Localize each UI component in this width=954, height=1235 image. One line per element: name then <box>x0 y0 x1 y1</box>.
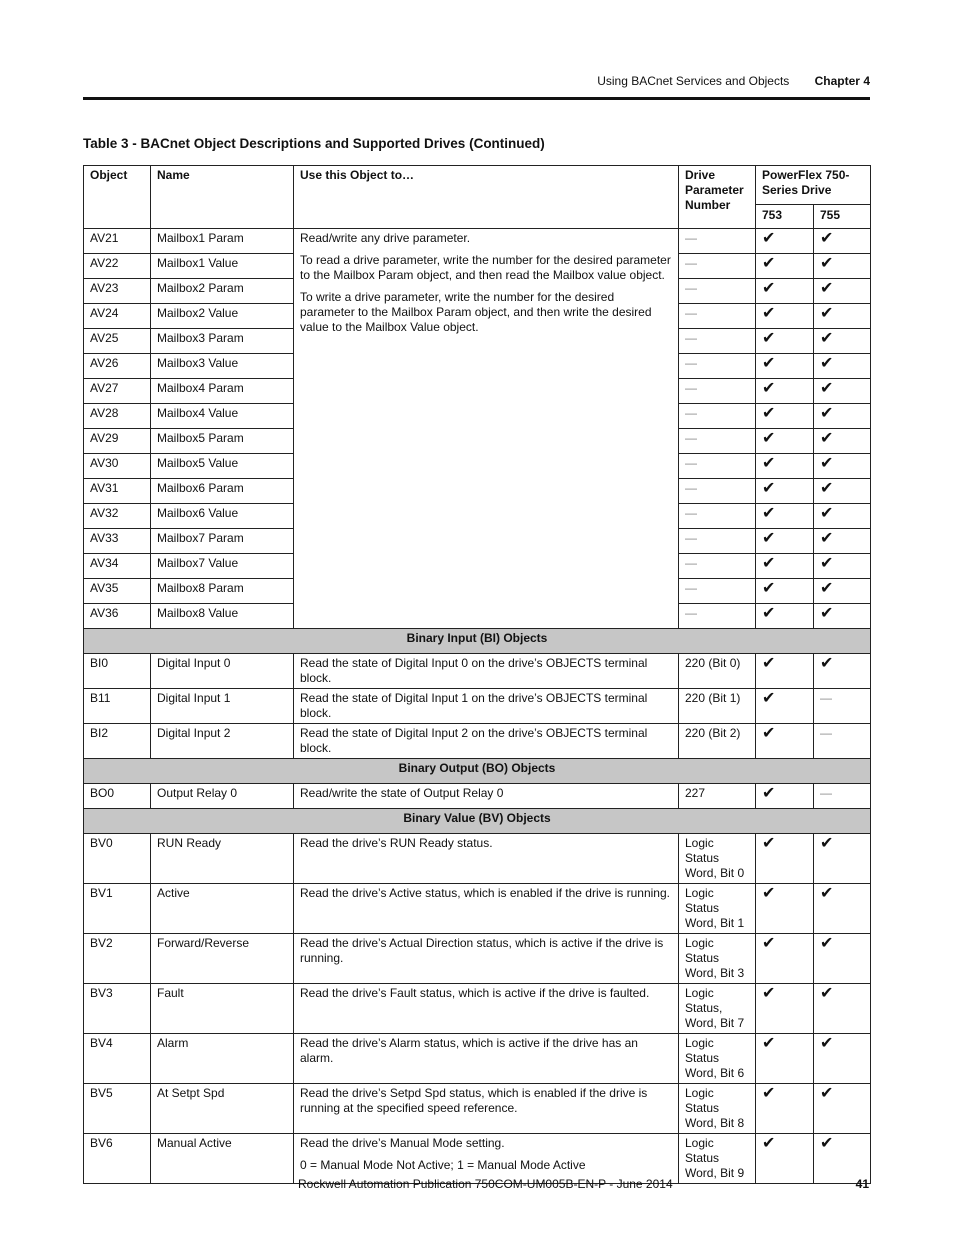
support-753-cell: ✔ <box>756 1034 814 1084</box>
support-755-cell: ✔ <box>814 529 871 554</box>
table-row <box>84 884 871 934</box>
name-cell: Mailbox4 Value <box>151 404 294 429</box>
support-755-cell: ✔ <box>814 354 871 379</box>
support-755-cell: — <box>814 689 871 724</box>
support-753-cell: ✔ <box>756 279 814 304</box>
param-cell: — <box>679 379 756 404</box>
object-cell: AV32 <box>84 504 151 529</box>
use-cell: Read the drive’s Fault status, which is active if the drive is faulted. <box>294 984 679 1034</box>
support-755-cell: — <box>814 784 871 809</box>
support-753-cell: ✔ <box>756 689 814 724</box>
support-753-cell: ✔ <box>756 429 814 454</box>
param-cell: — <box>679 304 756 329</box>
col-header-753: 753 <box>756 205 814 229</box>
object-cell: BO0 <box>84 784 151 809</box>
object-cell: BV5 <box>84 1084 151 1134</box>
table-row <box>84 934 871 984</box>
header-section-title: Using BACnet Services and Objects <box>597 74 790 88</box>
col-header-name: Name <box>151 166 294 229</box>
support-755-cell: ✔ <box>814 984 871 1034</box>
param-cell: 220 (Bit 0) <box>679 654 756 689</box>
support-755-cell: ✔ <box>814 329 871 354</box>
param-cell: — <box>679 354 756 379</box>
object-cell: AV31 <box>84 479 151 504</box>
support-753-cell: ✔ <box>756 379 814 404</box>
support-753-cell: ✔ <box>756 354 814 379</box>
use-paragraph: Read the drive’s Manual Mode setting. <box>300 1136 505 1150</box>
support-753-cell: ✔ <box>756 604 814 629</box>
name-cell: Output Relay 0 <box>151 784 294 809</box>
name-cell: Digital Input 0 <box>151 654 294 689</box>
section-binary-input <box>84 629 871 654</box>
support-755-cell: ✔ <box>814 404 871 429</box>
support-753-cell: ✔ <box>756 504 814 529</box>
object-cell: BI0 <box>84 654 151 689</box>
use-cell: Read/write the state of Output Relay 0 <box>294 784 679 809</box>
param-cell: Logic Status Word, Bit 8 <box>679 1084 756 1134</box>
support-755-cell: ✔ <box>814 279 871 304</box>
param-cell: — <box>679 229 756 254</box>
col-header-drive-group: PowerFlex 750-Series Drive <box>756 166 871 205</box>
col-header-object: Object <box>84 166 151 229</box>
param-cell: — <box>679 429 756 454</box>
name-cell: Digital Input 2 <box>151 724 294 759</box>
param-cell: 220 (Bit 2) <box>679 724 756 759</box>
use-cell: Read the drive’s RUN Ready status. <box>294 834 679 884</box>
support-753-cell: ✔ <box>756 934 814 984</box>
support-753-cell: ✔ <box>756 529 814 554</box>
col-header-755: 755 <box>814 205 871 229</box>
param-cell: Logic Status Word, Bit 6 <box>679 1034 756 1084</box>
object-cell: AV23 <box>84 279 151 304</box>
support-753-cell: ✔ <box>756 1134 814 1184</box>
support-755-cell: ✔ <box>814 579 871 604</box>
support-753-cell: ✔ <box>756 329 814 354</box>
name-cell: Digital Input 1 <box>151 689 294 724</box>
name-cell: Mailbox2 Param <box>151 279 294 304</box>
name-cell: Mailbox6 Value <box>151 504 294 529</box>
support-755-cell: ✔ <box>814 254 871 279</box>
object-cell: AV28 <box>84 404 151 429</box>
name-cell: Mailbox3 Param <box>151 329 294 354</box>
support-755-cell: ✔ <box>814 1034 871 1084</box>
param-cell: — <box>679 254 756 279</box>
object-cell: BV2 <box>84 934 151 984</box>
object-cell: AV26 <box>84 354 151 379</box>
name-cell: Mailbox3 Value <box>151 354 294 379</box>
support-753-cell: ✔ <box>756 229 814 254</box>
use-cell: Read the drive’s Active status, which is enabled if the drive is running. <box>294 884 679 934</box>
name-cell: Manual Active <box>151 1134 294 1184</box>
support-753-cell: ✔ <box>756 554 814 579</box>
object-cell: AV34 <box>84 554 151 579</box>
use-paragraph: To write a drive parameter, write the number for the desired parameter to the Mailbox Param object, and then write the desired value to the Mailbox Value object. <box>300 290 652 334</box>
use-cell: Read the drive’s Actual Direction status, which is active if the drive is running. <box>294 934 679 984</box>
header-chapter: Chapter 4 <box>814 74 870 88</box>
table-row <box>84 784 871 809</box>
name-cell: At Setpt Spd <box>151 1084 294 1134</box>
table-row <box>84 654 871 689</box>
param-cell: 220 (Bit 1) <box>679 689 756 724</box>
support-753-cell: ✔ <box>756 1084 814 1134</box>
name-cell: Mailbox2 Value <box>151 304 294 329</box>
param-cell: — <box>679 404 756 429</box>
name-cell: Mailbox1 Param <box>151 229 294 254</box>
support-753-cell: ✔ <box>756 579 814 604</box>
support-755-cell: ✔ <box>814 379 871 404</box>
name-cell: Forward/Reverse <box>151 934 294 984</box>
table-title: Table 3 - BACnet Object Descriptions and Supported Drives (Continued) <box>83 136 545 151</box>
support-755-cell: ✔ <box>814 479 871 504</box>
support-753-cell: ✔ <box>756 654 814 689</box>
table-row <box>84 724 871 759</box>
support-755-cell: ✔ <box>814 604 871 629</box>
section-heading: Binary Value (BV) Objects <box>84 809 871 834</box>
object-cell: AV30 <box>84 454 151 479</box>
object-cell: BV4 <box>84 1034 151 1084</box>
object-cell: BV0 <box>84 834 151 884</box>
object-cell: AV22 <box>84 254 151 279</box>
param-cell: — <box>679 279 756 304</box>
object-cell: BV3 <box>84 984 151 1034</box>
support-753-cell: ✔ <box>756 784 814 809</box>
object-cell: BV1 <box>84 884 151 934</box>
use-cell <box>294 1134 679 1184</box>
table-row <box>84 1084 871 1134</box>
footer-publication: Rockwell Automation Publication 750COM-UM005B-EN-P - June 2014 <box>298 1177 673 1191</box>
name-cell: Mailbox4 Param <box>151 379 294 404</box>
section-heading: Binary Input (BI) Objects <box>84 629 871 654</box>
support-755-cell: ✔ <box>814 834 871 884</box>
name-cell: RUN Ready <box>151 834 294 884</box>
object-cell: AV35 <box>84 579 151 604</box>
param-cell: — <box>679 504 756 529</box>
table-row <box>84 984 871 1034</box>
param-cell: 227 <box>679 784 756 809</box>
support-753-cell: ✔ <box>756 479 814 504</box>
page-number: 41 <box>855 1177 869 1191</box>
table-row <box>84 834 871 884</box>
support-755-cell: ✔ <box>814 229 871 254</box>
support-755-cell: ✔ <box>814 654 871 689</box>
object-cell: BV6 <box>84 1134 151 1184</box>
support-753-cell: ✔ <box>756 404 814 429</box>
table-row <box>84 229 871 254</box>
name-cell: Mailbox5 Param <box>151 429 294 454</box>
support-755-cell: ✔ <box>814 304 871 329</box>
bacnet-object-table <box>83 165 871 1184</box>
object-cell: AV21 <box>84 229 151 254</box>
name-cell: Mailbox6 Param <box>151 479 294 504</box>
param-cell: — <box>679 529 756 554</box>
col-header-param: Drive Parameter Number <box>679 166 756 229</box>
use-cell <box>294 229 679 629</box>
table-body <box>84 229 871 1184</box>
object-cell: AV24 <box>84 304 151 329</box>
param-cell: Logic Status Word, Bit 3 <box>679 934 756 984</box>
support-755-cell: ✔ <box>814 429 871 454</box>
param-cell: — <box>679 604 756 629</box>
support-755-cell: ✔ <box>814 1084 871 1134</box>
support-753-cell: ✔ <box>756 454 814 479</box>
param-cell: — <box>679 479 756 504</box>
object-cell: AV33 <box>84 529 151 554</box>
support-755-cell: ✔ <box>814 884 871 934</box>
table-row <box>84 1034 871 1084</box>
name-cell: Mailbox7 Value <box>151 554 294 579</box>
support-755-cell: ✔ <box>814 504 871 529</box>
use-cell: Read the drive’s Alarm status, which is active if the drive has an alarm. <box>294 1034 679 1084</box>
section-binary-output <box>84 759 871 784</box>
param-cell: — <box>679 329 756 354</box>
param-cell: Logic Status Word, Bit 0 <box>679 834 756 884</box>
support-753-cell: ✔ <box>756 304 814 329</box>
name-cell: Active <box>151 884 294 934</box>
table-row <box>84 1134 871 1184</box>
object-cell: B11 <box>84 689 151 724</box>
name-cell: Mailbox5 Value <box>151 454 294 479</box>
support-755-cell: — <box>814 724 871 759</box>
name-cell: Alarm <box>151 1034 294 1084</box>
running-header <box>597 74 870 88</box>
col-header-use: Use this Object to… <box>294 166 679 229</box>
use-paragraph: To read a drive parameter, write the number for the desired parameter to the Mailbox Param object, and then read the Mailbox value object. <box>300 253 671 282</box>
param-cell: — <box>679 579 756 604</box>
object-cell: AV36 <box>84 604 151 629</box>
support-755-cell: ✔ <box>814 934 871 984</box>
name-cell: Fault <box>151 984 294 1034</box>
support-753-cell: ✔ <box>756 884 814 934</box>
support-755-cell: ✔ <box>814 454 871 479</box>
param-cell: Logic Status Word, Bit 9 <box>679 1134 756 1184</box>
use-paragraph: Read/write any drive parameter. <box>300 231 471 245</box>
use-cell: Read the state of Digital Input 0 on the drive’s OBJECTS terminal block. <box>294 654 679 689</box>
object-cell: AV27 <box>84 379 151 404</box>
header-rule <box>83 97 870 100</box>
use-paragraph: 0 = Manual Mode Not Active; 1 = Manual Mode Active <box>300 1158 586 1172</box>
param-cell: — <box>679 454 756 479</box>
support-755-cell: ✔ <box>814 554 871 579</box>
use-cell: Read the state of Digital Input 2 on the drive’s OBJECTS terminal block. <box>294 724 679 759</box>
support-753-cell: ✔ <box>756 834 814 884</box>
object-cell: AV29 <box>84 429 151 454</box>
use-cell: Read the state of Digital Input 1 on the drive’s OBJECTS terminal block. <box>294 689 679 724</box>
object-cell: BI2 <box>84 724 151 759</box>
param-cell: — <box>679 554 756 579</box>
table-row <box>84 689 871 724</box>
name-cell: Mailbox8 Param <box>151 579 294 604</box>
support-753-cell: ✔ <box>756 984 814 1034</box>
name-cell: Mailbox7 Param <box>151 529 294 554</box>
use-cell: Read the drive’s Setpd Spd status, which is enabled if the drive is running at the specified speed reference. <box>294 1084 679 1134</box>
name-cell: Mailbox1 Value <box>151 254 294 279</box>
object-cell: AV25 <box>84 329 151 354</box>
section-binary-value <box>84 809 871 834</box>
name-cell: Mailbox8 Value <box>151 604 294 629</box>
section-heading: Binary Output (BO) Objects <box>84 759 871 784</box>
param-cell: Logic Status Word, Bit 1 <box>679 884 756 934</box>
param-cell: Logic Status, Word, Bit 7 <box>679 984 756 1034</box>
support-753-cell: ✔ <box>756 724 814 759</box>
support-755-cell: ✔ <box>814 1134 871 1184</box>
support-753-cell: ✔ <box>756 254 814 279</box>
